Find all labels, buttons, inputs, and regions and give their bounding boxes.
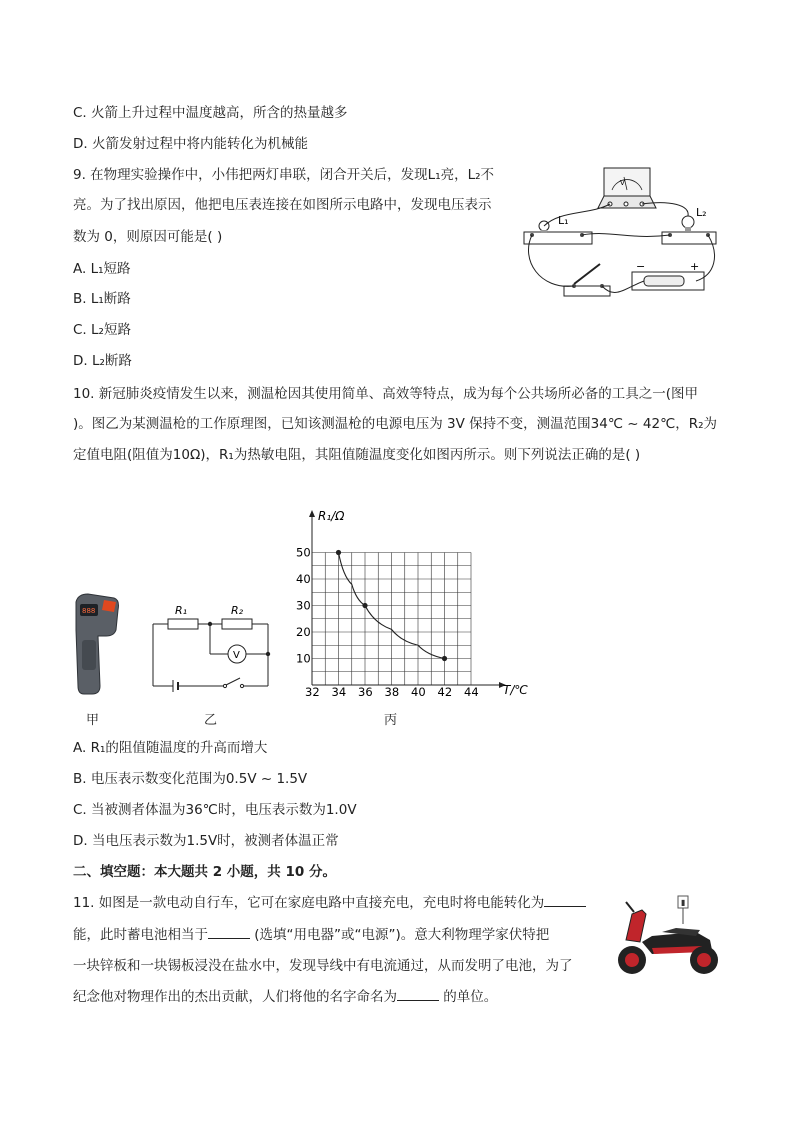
q11-blank-2[interactable] <box>208 926 250 939</box>
q10-stem-line1: 10. 新冠肺炎疫情发生以来，测温枪因其使用简单、高效等特点，成为每个公共场所必备的工具之一(图甲 <box>73 386 699 402</box>
q11-line2-text-b: (选填“用电器”或“电源”)。意大利物理学家伏特把 <box>250 927 550 943</box>
battery-plus-label: + <box>690 260 700 273</box>
q8-option-c: C. 火箭上升过程中温度越高，所含的热量越多 <box>73 105 348 121</box>
figure-yi-caption: 乙 <box>204 713 218 728</box>
q11-line3: 一块锌板和一块锡板浸没在盐水中，发现导线中有电流通过，从而发明了电池，为了 <box>73 958 573 974</box>
q11-line4-text-b: 的单位。 <box>439 989 498 1005</box>
lamp-l1-label: L₁ <box>558 214 569 227</box>
y-tick-label: 10 <box>296 651 311 666</box>
chart-y-axis-label: R₁/Ω <box>318 509 345 523</box>
q9-stem-line2: 亮。为了找出原因，他把电压表连接在如图所示电路中，发现电压表示 <box>73 197 492 213</box>
q8-option-d: D. 火箭发射过程中将内能转化为机械能 <box>73 136 308 152</box>
q11-blank-3[interactable] <box>397 988 439 1001</box>
r1-label: R₁ <box>175 604 188 617</box>
data-point <box>362 603 367 608</box>
q9-option-b: B. L₁断路 <box>73 291 131 307</box>
q11-line2 <box>73 926 549 944</box>
x-tick-label: 32 <box>305 685 320 699</box>
x-tick-label: 38 <box>384 685 400 699</box>
x-tick-label: 36 <box>358 685 373 699</box>
figure-bing-caption: 丙 <box>384 713 398 728</box>
q9-circuit-figure <box>520 160 720 310</box>
q11-blank-1[interactable] <box>544 894 586 907</box>
q10-option-d: D. 当电压表示数为1.5V时，被测者体温正常 <box>73 833 339 849</box>
yi-circuit-diagram <box>145 596 275 694</box>
section-2-heading: 二、填空题：本大题共 2 小题，共 10 分。 <box>73 864 336 880</box>
svg-text:▮: ▮ <box>681 898 686 907</box>
data-point <box>442 656 447 661</box>
x-tick-label: 40 <box>411 685 426 699</box>
q11-line4-text-a: 纪念他对物理作出的杰出贡献，人们将他的名字命名为 <box>73 989 397 1005</box>
r2-label: R₂ <box>231 604 244 617</box>
q10-stem-line2: )。图乙为某测温枪的工作原理图，已知该测温枪的电源电压为 3V 保持不变，测温范围34℃ ~ 42℃，R₂为 <box>73 416 718 432</box>
chart-ticks <box>296 546 479 700</box>
q11-line4 <box>73 988 497 1006</box>
q9-stem-line3: 数为 0，则原因可能是( ) <box>73 229 223 245</box>
q11-line1-text: 11. 如图是一款电动自行车，它可在家庭电路中直接充电，充电时将电能转化为 <box>73 895 545 911</box>
voltmeter-symbol-yi: V <box>233 650 240 661</box>
q10-option-b: B. 电压表示数变化范围为0.5V ~ 1.5V <box>73 771 308 787</box>
data-point <box>336 550 341 555</box>
battery-minus-label: − <box>636 260 646 273</box>
lamp-l2-label: L₂ <box>696 206 707 219</box>
y-tick-label: 50 <box>296 545 311 560</box>
q9-option-c: C. L₂短路 <box>73 322 131 338</box>
q9-option-a: A. L₁短路 <box>73 261 131 277</box>
y-tick-label: 30 <box>296 598 311 613</box>
x-tick-label: 42 <box>437 685 453 699</box>
electric-scooter-image <box>612 892 724 980</box>
chart-grid <box>312 553 471 686</box>
y-tick-label: 40 <box>296 572 311 586</box>
q11-line1 <box>73 894 586 912</box>
q9-stem-line1: 9. 在物理实验操作中，小伟把两灯串联，闭合开关后，发现L₁亮，L₂不 <box>73 167 495 183</box>
voltmeter-symbol: V <box>620 179 625 187</box>
y-axis-arrow <box>309 510 315 517</box>
x-tick-label: 44 <box>464 685 479 699</box>
r1-temperature-chart <box>290 500 540 705</box>
thermometer-gun-figure <box>68 590 124 698</box>
x-tick-label: 34 <box>331 685 347 699</box>
chart-x-axis-label: T/℃ <box>503 683 528 697</box>
figure-jia-caption: 甲 <box>86 713 100 728</box>
q11-line2-text-a: 能，此时蓄电池相当于 <box>73 927 208 943</box>
q9-option-d: D. L₂断路 <box>73 353 132 369</box>
thermometer-display-digits: 888 <box>82 607 96 615</box>
q10-option-a: A. R₁的阻值随温度的升高而增大 <box>73 740 268 756</box>
q10-stem-line3: 定值电阻(阻值为10Ω)，R₁为热敏电阻，其阻值随温度变化如图丙所示。则下列说法正确的是( ) <box>73 447 641 463</box>
q10-option-c: C. 当被测者体温为36℃时，电压表示数为1.0V <box>73 802 357 818</box>
y-tick-label: 20 <box>296 625 311 639</box>
